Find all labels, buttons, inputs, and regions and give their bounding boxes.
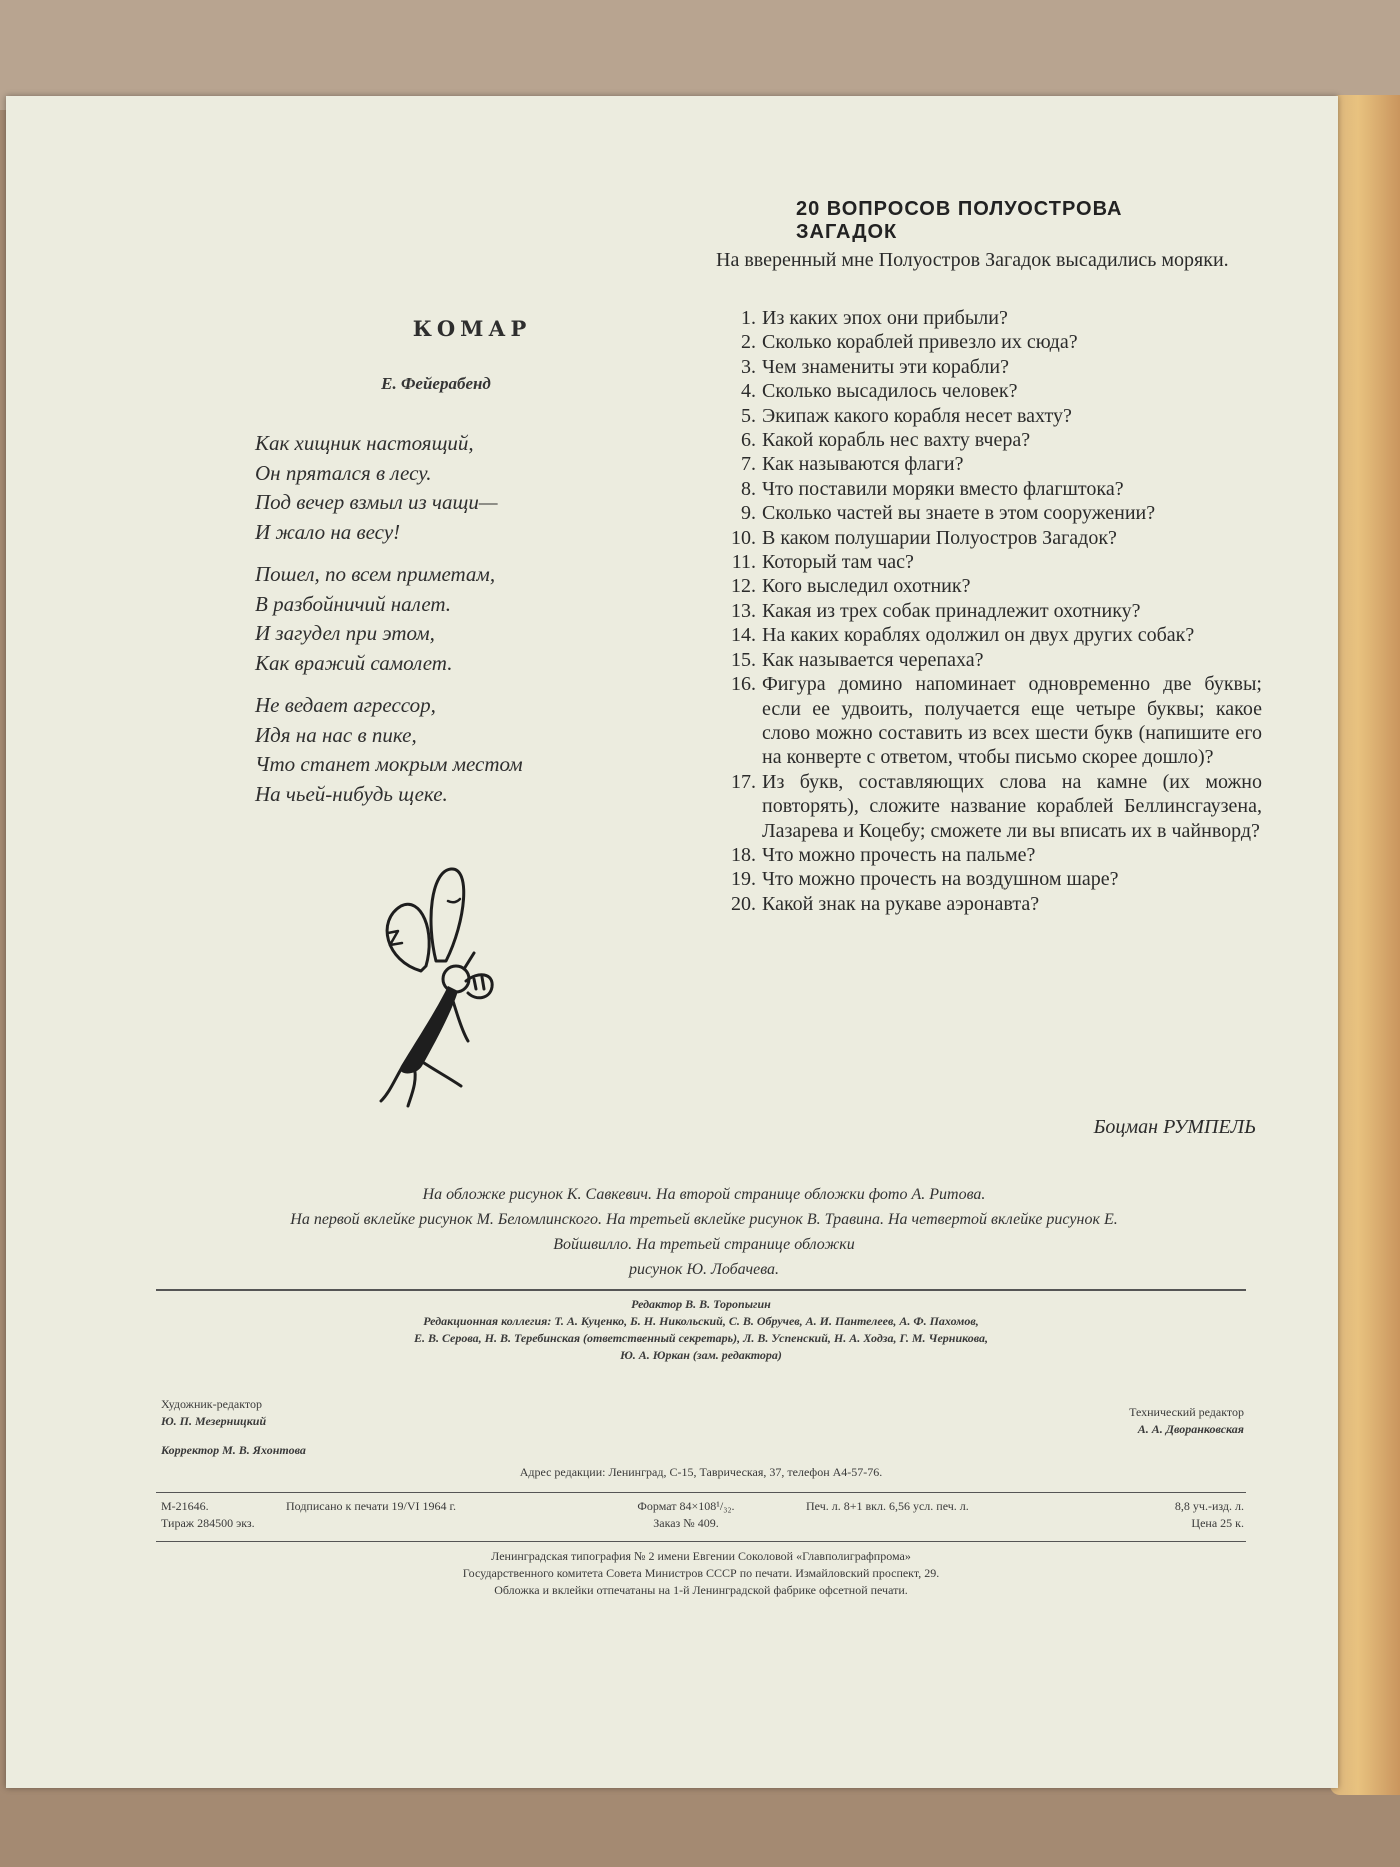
quiz-question [716,404,1262,428]
poem-stanza [255,691,615,809]
background-top [0,0,1400,110]
poem-line: Не ведает агрессор, [255,693,436,717]
question-number: 4. [741,380,756,403]
illustration-credits [266,1182,1142,1282]
question-number: 18. [731,843,756,866]
publisher-sheets: 8,8 уч.-изд. л. [1174,1499,1244,1513]
question-text: Какой знак на рукаве аэронавта? [762,892,1040,915]
quiz-question [716,526,1262,550]
order-number: Заказ № 409. [653,1516,719,1530]
printer-line: Обложка и вклейки отпечатаны на 1-й Ленинградской фабрике офсетной печати. [494,1583,908,1597]
question-number: 14. [731,624,756,647]
quiz-question [716,428,1262,452]
divider [156,1541,1246,1542]
credits-line: На обложке рисунок К. Савкевич. На второй странице обложки фото А. Ритова. [422,1186,986,1203]
quiz-question [716,892,1262,916]
question-number: 5. [741,404,756,427]
quiz-question [716,330,1262,354]
quiz-question [716,648,1262,672]
imprint-code [161,1498,281,1532]
divider [156,1492,1246,1493]
question-text: Который там час? [762,551,914,574]
board-line: Ю. А. Юркан (зам. редактора) [620,1348,782,1362]
question-text: Как называются флаги? [762,453,964,476]
question-number: 9. [741,502,756,525]
price: Цена 25 к. [1191,1516,1244,1530]
board-line: Редакционная коллегия: Т. А. Куценко, Б. Н. Никольский, С. В. Обручев, А. И. Пантелеев, А. Ф. Пахомов, [423,1314,979,1328]
question-number: 1. [741,307,756,329]
poem-line: Он прятался в лесу. [255,460,432,485]
poem-author: Е. Фейерабенд [381,374,491,393]
poem-line: Под вечер взмыл из чащи— [255,490,498,514]
question-text: В каком полушарии Полуостров Загадок? [762,526,1117,549]
quiz-question [716,599,1262,623]
question-text: Что поставили моряки вместо флагштока? [762,477,1124,500]
question-number: 7. [741,453,756,476]
poem-line: И загудел при этом, [255,621,435,645]
mosquito-illustration [366,861,526,1111]
question-number: 6. [741,429,756,452]
signed-date: Подписано к печати 19/VI 1964 г. [286,1499,457,1513]
quiz-question [716,306,1262,330]
quiz-signature: Боцман РУМПЕЛЬ [1093,1116,1256,1138]
printer-line: Ленинградская типография № 2 имени Евгении Соколовой «Главполиграфпрома» [491,1549,911,1563]
question-number: 17. [731,770,756,793]
poem-stanza [255,429,615,547]
editorial-address: Адрес редакции: Ленинград, С-15, Таврическая, 37, телефон А4-57-76. [519,1465,883,1479]
imprint-format [601,1498,771,1532]
imprint-price [1106,1498,1244,1532]
quiz-question [716,452,1262,476]
corrector: Корректор М. В. Яхонтова [161,1443,306,1457]
quiz-question [716,379,1262,403]
quiz-question [716,672,1262,770]
poem-line: На чьей-нибудь щеке. [255,781,448,806]
question-text: Кого выследил охотник? [762,575,971,598]
question-number: 12. [731,575,756,598]
quiz-question [716,770,1262,843]
credits-line: На первой вклейке рисунок М. Беломлинского. На третьей вклейке рисунок В. Травина. На четвертой вклейке рисунок Е. Войшвилло. На третьей странице обложки [290,1211,1118,1253]
credits-line: рисунок Ю. Лобачева. [628,1261,780,1278]
question-number: 11. [731,551,756,574]
question-number: 15. [731,648,756,671]
board-line: Е. В. Серова, Н. В. Теребинская (ответственный секретарь), Л. В. Успенский, Н. А. Ходза, Г. М. Черникова, [413,1331,989,1345]
print-run: Тираж 284500 экз. [161,1516,255,1530]
art-editor-name: Ю. П. Мезерницкий [161,1414,267,1428]
poem-line: И жало на весу! [255,519,401,544]
art-editor [161,1396,461,1430]
poem-line: Что станет мокрым местом [255,752,523,776]
question-number: 19. [731,868,756,891]
editor: Редактор В. В. Торопыгин [631,1297,771,1311]
quiz-question [716,355,1262,379]
tech-editor-label: Технический редактор [1129,1405,1244,1419]
editorial-board [156,1296,1246,1364]
question-text: Из каких эпох они прибыли? [762,307,1008,329]
divider [156,1289,1246,1291]
poem-line: Пошел, по всем приметам, [255,562,496,586]
question-number: 3. [741,355,756,378]
question-number: 10. [731,526,756,549]
question-number: 16. [731,673,756,696]
question-number: 2. [741,331,756,354]
poem-line: Идя на нас в пике, [255,722,417,747]
question-text: Сколько высадилось человек? [762,380,1018,403]
quiz-question-list [716,306,1262,916]
question-text: На каких кораблях одолжил он двух других собак? [762,624,1195,647]
poem-line: Как вражий самолет. [255,650,453,675]
quiz-title: 20 ВОПРОСОВ ПОЛУОСТРОВА ЗАГАДОК [796,198,1123,243]
question-text: Какая из трех собак принадлежит охотнику? [762,599,1141,622]
question-number: 8. [741,477,756,500]
question-text: Сколько кораблей привезло их сюда? [762,331,1078,354]
question-text: Фигура домино напоминает одновременно две буквы; если ее удвоить, получается еще четыре буквы; какое слово можно составить из всех шести букв (напишите его на конверте с ответом, чтобы письмо скорее дошло)? [762,673,1262,769]
question-number: 13. [731,599,756,622]
poem-line: Как хищник настоящий, [255,431,474,455]
printer-info [156,1548,1246,1599]
question-number: 20. [731,892,756,915]
quiz-question [716,501,1262,525]
print-sheets: Печ. л. 8+1 вкл. 6,56 усл. печ. л. [806,1499,969,1513]
quiz-question [716,574,1262,598]
question-text: Что можно прочесть на воздушном шаре? [762,868,1119,891]
question-text: Как называется черепаха? [762,648,984,671]
art-editor-label: Художник-редактор [161,1397,262,1411]
question-text: Чем знамениты эти корабли? [762,355,1009,378]
question-text: Что можно прочесть на пальме? [762,843,1036,866]
quiz-question [716,623,1262,647]
magazine-page [6,96,1338,1788]
question-text: Из букв, составляющих слова на камне (их можно повторять), сложите название кораблей Беллинсгаузена, Лазарева и Коцебу; сможете ли вы вписать их в чайнворд? [762,770,1262,842]
question-text: Сколько частей вы знаете в этом сооружении? [762,502,1156,525]
quiz-question [716,550,1262,574]
quiz-question [716,867,1262,891]
poem-line: В разбойничий налет. [255,591,452,616]
quiz-question [716,843,1262,867]
question-text: Какой корабль нес вахту вчера? [762,429,1031,452]
question-text: Экипаж какого корабля несет вахту? [762,404,1072,427]
next-page-edge [1330,95,1400,1795]
printer-line: Государственного комитета Совета Министров СССР по печати. Измайловский проспект, 29. [462,1566,940,1580]
tech-editor [986,1404,1244,1438]
quiz-question [716,477,1262,501]
tech-editor-name: А. А. Дворанковская [1137,1422,1244,1436]
poem-stanza [255,560,615,678]
imprint-code-text: М-21646. [161,1499,209,1513]
quiz-intro: На вверенный мне Полуостров Загадок высадились моряки. [716,249,1229,271]
format: Формат 84×108¹/₃₂. [637,1499,735,1513]
poem-title: КОМАР [412,316,532,341]
